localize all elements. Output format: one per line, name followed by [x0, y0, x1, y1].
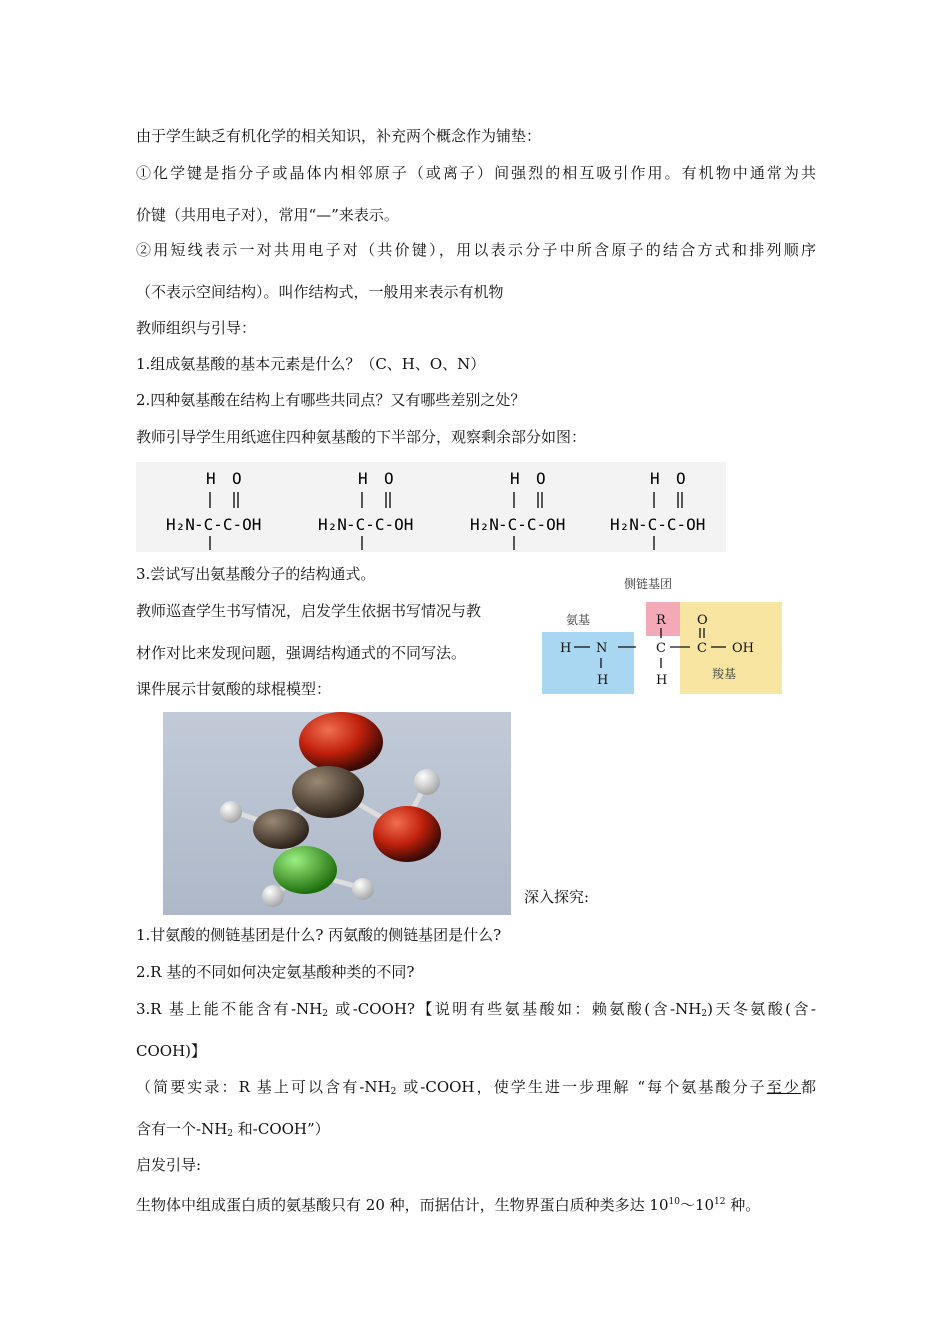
nitrogen-atom [273, 846, 337, 894]
teacher-check-line-1: 教师巡查学生书写情况，启发学生依据书写情况与教 [136, 602, 482, 620]
svg-text:O: O [676, 469, 686, 488]
carboxyl-label: 羧基 [712, 667, 737, 681]
svg-text:-C-C-OH: -C-C-OH [194, 515, 262, 534]
concept-2-line-1: ②用短线表示一对共用电子对（共价键），用以表示分子中所含原子的结合方式和排列顺序 [136, 241, 816, 259]
observation-instruction: 教师引导学生用纸遮住四种氨基酸的下半部分，观察剩余部分如图： [136, 428, 587, 446]
inquiry-question-3-line-2: COOH)】 [136, 1042, 207, 1060]
intro-line: 由于学生缺乏有机化学的相关知识，补充两个概念作为铺垫： [136, 127, 542, 145]
concept-2-line-2: （不表示空间结构）。叫作结构式，一般用来表示有机物 [136, 283, 504, 301]
svg-text:H₂N: H₂N [470, 515, 499, 534]
partial-amino-acid-formulas [136, 462, 726, 552]
svg-text:H₂N: H₂N [318, 515, 347, 534]
question-2: 2.四种氨基酸在结构上有哪些共同点？又有哪些差别之处？ [136, 391, 526, 409]
question-1: 1.组成氨基酸的基本元素是什么？（C、H、O、N） [136, 355, 486, 373]
svg-text:H: H [206, 469, 216, 488]
inspiration-heading: 启发引导: [136, 1156, 202, 1174]
svg-text:H: H [358, 469, 368, 488]
glycine-ball-and-stick-model [163, 712, 511, 915]
oxygen-atom-hydroxyl [373, 806, 441, 862]
inquiry-question-2: 2.R 基的不同如何决定氨基酸种类的不同? [136, 963, 415, 981]
svg-text:H₂N: H₂N [166, 515, 195, 534]
svg-text:O: O [384, 469, 394, 488]
amino-label: 氨基 [566, 613, 591, 627]
svg-text:O: O [536, 469, 546, 488]
svg-text:N: N [596, 641, 608, 656]
svg-text:OH: OH [732, 641, 754, 656]
svg-text:-C-C-OH: -C-C-OH [346, 515, 414, 534]
svg-text:H: H [560, 641, 572, 656]
svg-text:-C-C-OH: -C-C-OH [638, 515, 706, 534]
model-intro: 课件展示甘氨酸的球棍模型： [136, 680, 332, 698]
svg-text:O: O [232, 469, 242, 488]
svg-text:-C-C-OH: -C-C-OH [498, 515, 566, 534]
svg-text:H: H [650, 469, 660, 488]
formula-3 [470, 469, 565, 550]
svg-text:R: R [656, 613, 666, 628]
formula-1 [166, 469, 261, 550]
question-3: 3.尝试写出氨基酸分子的结构通式。 [136, 565, 376, 583]
svg-text:H: H [510, 469, 520, 488]
side-chain-label: 侧链基团 [624, 577, 673, 591]
hydrogen-atom-hydroxyl [414, 769, 440, 795]
record-line-1: （简要实录：R 基上可以含有$-NH_2$ 或-COOH，使学生进一步理解 “每个氨基酸分子至少都 [136, 1078, 816, 1097]
svg-text:O: O [697, 613, 708, 628]
oxygen-atom-top [299, 712, 383, 772]
concept-1-line-1: ①化学键是指分子或晶体内相邻原子（或离子）间强烈的相互吸引作用。有机物中通常为共 [136, 164, 816, 182]
inquiry-question-1: 1.甘氨酸的侧链基团是什么? 丙氨酸的侧链基团是什么? [136, 926, 502, 944]
svg-text:C: C [656, 641, 666, 656]
carbon-atom-carboxyl [292, 766, 364, 818]
teacher-guidance-heading: 教师组织与引导： [136, 319, 257, 337]
svg-text:H: H [656, 673, 668, 688]
deep-inquiry-heading: 深入探究: [524, 888, 590, 906]
formula-2 [318, 469, 413, 550]
formula-4 [610, 469, 705, 550]
amino-acid-general-formula [540, 572, 790, 700]
svg-text:H₂N: H₂N [610, 515, 639, 534]
svg-text:H: H [597, 673, 609, 688]
inquiry-question-3-line-1: 3.R 基上能不能含有$-NH_2$ 或-COOH?【说明有些氨基酸如：赖氨酸(含$-NH_2$)天冬氨酸(含- [136, 1000, 817, 1019]
record-line-2: 含有一个$-NH_2$ 和-COOH”） [136, 1120, 330, 1139]
hydrogen-atom-amino-2 [352, 878, 374, 900]
carbon-atom-alpha [253, 809, 309, 849]
svg-text:C: C [697, 641, 707, 656]
teacher-check-line-2: 材作对比来发现问题，强调结构通式的不同写法。 [136, 644, 467, 662]
protein-variety-line: 生物体中组成蛋白质的氨基酸只有 20 种，而据估计，生物界蛋白质种类多达 $10^{10}\sim 10^{12}$ 种。 [136, 1196, 761, 1214]
concept-1-line-2: 价键（共用电子对），常用“—”来表示。 [136, 206, 399, 224]
hydrogen-atom-alpha [220, 801, 242, 823]
hydrogen-atom-amino-1 [262, 885, 284, 907]
